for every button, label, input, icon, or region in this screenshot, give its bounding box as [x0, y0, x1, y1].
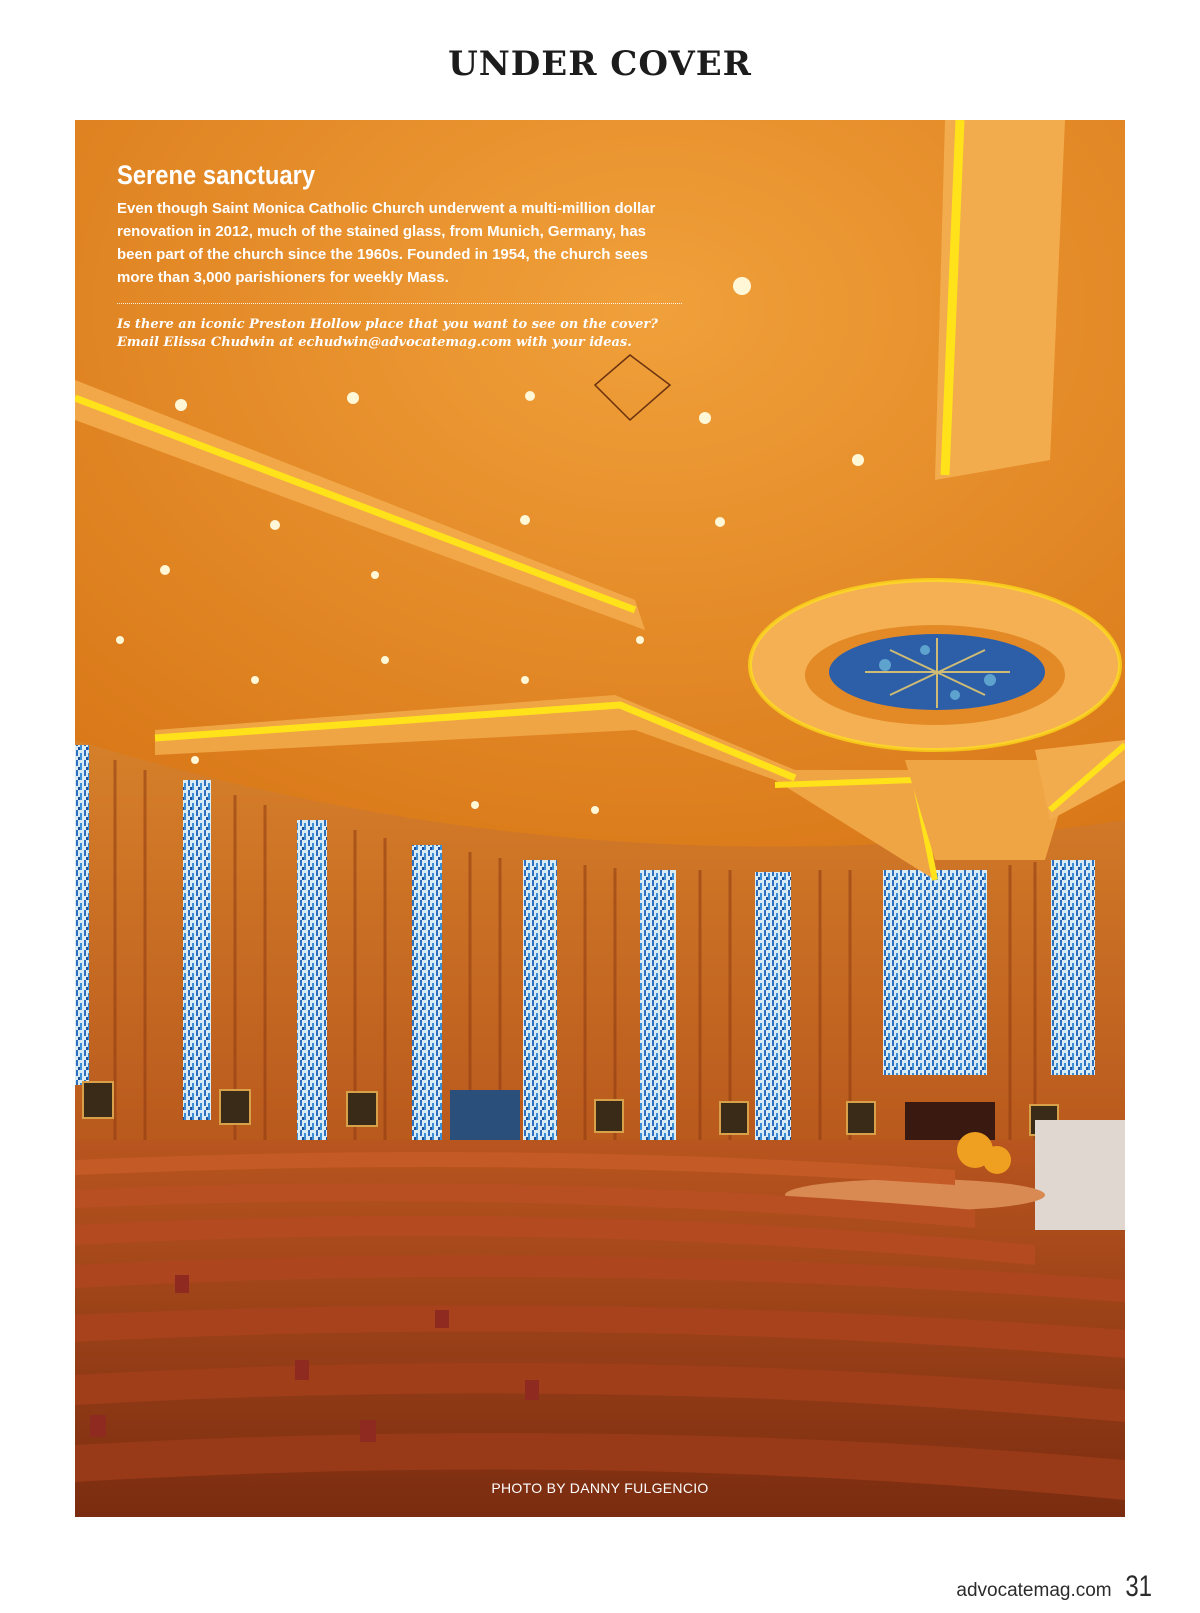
prompt-line-1: Is there an iconic Preston Hollow place that you want to see on the cover? — [117, 317, 658, 332]
feature-heading: Serene sanctuary — [117, 160, 316, 190]
section-title: UNDER COVER — [448, 44, 752, 84]
cover-suggestion-prompt — [117, 316, 697, 352]
dotted-divider — [117, 303, 682, 304]
page-footer — [956, 1570, 1155, 1604]
footer-site: advocatemag.com — [956, 1580, 1112, 1601]
page-number: 31 — [1124, 1570, 1152, 1603]
prompt-line-2: Email Elissa Chudwin at echudwin@advocatemag.com with your ideas. — [117, 335, 632, 350]
photo-credit: PHOTO BY DANNY FULGENCIO — [491, 1480, 709, 1496]
feature-caption — [117, 160, 677, 352]
cover-photo — [75, 120, 1125, 1517]
feature-body: Even though Saint Monica Catholic Church underwent a multi-million dollar renovation in 2012, much of the stained glass, from Munich, Germany, has been part of the church since the 1960s. Founded in 1954, the church sees more than 3,000 parishioners for weekly Mass. — [117, 200, 656, 286]
